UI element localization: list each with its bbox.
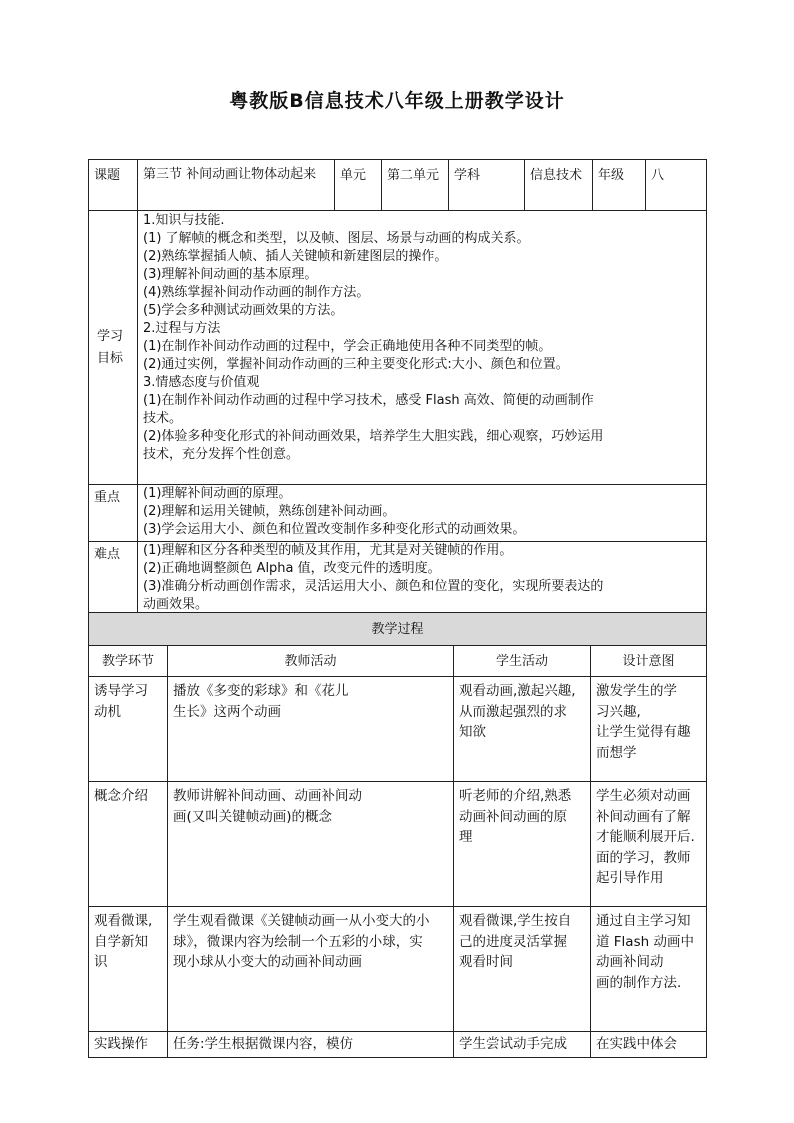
key-points-label: 重点 xyxy=(89,485,138,542)
stage-cell xyxy=(89,782,168,907)
key-point-line: (1)理解补间动画的原理。 xyxy=(143,486,292,501)
objective-line: (1)在制作补间动作动画的过程中，学会正确地使用各种不同类型的帧。 xyxy=(143,339,552,354)
difficulties-content xyxy=(138,542,707,617)
teacher-line: 球》，微课内容为绘制一个五彩的小球，实 xyxy=(173,933,423,950)
teacher-line: 播放《多变的彩球》和《花儿 xyxy=(173,683,349,699)
unit-label: 单元 xyxy=(335,160,382,211)
section-title-row xyxy=(89,613,707,646)
intent-line: 激发学生的学 xyxy=(596,683,677,699)
student-cell xyxy=(454,677,591,782)
column-header: 学生活动 xyxy=(454,646,591,677)
teacher-cell xyxy=(168,782,454,907)
stage-cell xyxy=(89,1032,168,1058)
difficulty-line: (2)正确地调整颜色 Alpha 值，改变元件的透明度。 xyxy=(143,561,441,576)
intent-line: 在实践中体会 xyxy=(596,1036,677,1052)
section-title: 教学过程 xyxy=(89,613,707,646)
intent-cell xyxy=(591,677,707,782)
key-points-row xyxy=(89,485,707,542)
stage-cell xyxy=(89,677,168,782)
process-row xyxy=(89,907,707,1032)
lesson-info-table xyxy=(88,159,707,617)
student-cell xyxy=(454,782,591,907)
objective-line: 2.过程与方法 xyxy=(143,321,221,336)
student-line: 动画补间动画的原 xyxy=(459,808,567,825)
difficulties-row xyxy=(89,542,707,617)
objective-line: 3.情感态度与价值观 xyxy=(143,375,260,390)
subject-value: 信息技术 xyxy=(525,160,593,211)
stage-line: 观看微课, xyxy=(94,913,153,929)
intent-line: 通过自主学习知 xyxy=(596,913,691,929)
student-line: 听老师的介绍,熟悉 xyxy=(459,788,572,804)
student-cell xyxy=(454,907,591,1032)
student-line: 学生尝试动手完成 xyxy=(459,1036,567,1052)
stage-line: 诱导学习 xyxy=(94,683,148,699)
document-title: 粤教版B信息技术八年级上册教学设计 xyxy=(229,90,565,112)
objective-line: (1) 了解帧的概念和类型，以及帧、图层、场景与动画的构成关系。 xyxy=(143,231,530,246)
column-header: 教师活动 xyxy=(168,646,454,677)
student-line: 从而激起强烈的求 xyxy=(459,703,567,720)
intent-cell xyxy=(591,1032,707,1058)
key-points-content xyxy=(138,485,707,542)
stage-line: 自学新知 xyxy=(94,933,148,950)
process-row xyxy=(89,1032,707,1058)
teacher-line: 教师讲解补间动画、动画补间动 xyxy=(173,788,362,804)
objective-line: 技术。 xyxy=(143,411,183,426)
teacher-line: 生长》这两个动画 xyxy=(173,703,281,720)
intent-cell xyxy=(591,907,707,1032)
difficulty-line: 动画效果。 xyxy=(143,597,209,612)
student-line: 理 xyxy=(459,829,473,845)
header-row xyxy=(89,160,707,211)
teacher-line: 画(又叫关键帧动画)的概念 xyxy=(173,808,333,825)
subject-label: 学科 xyxy=(449,160,525,211)
process-row xyxy=(89,782,707,907)
intent-line: 让学生觉得有趣 xyxy=(596,724,691,740)
intent-line: 道 Flash 动画中 xyxy=(596,933,694,950)
teacher-line: 任务:学生根据微课内容，模仿 xyxy=(173,1036,354,1052)
column-header: 设计意图 xyxy=(591,646,707,677)
teacher-cell xyxy=(168,907,454,1032)
stage-line: 动机 xyxy=(94,703,121,720)
teacher-cell xyxy=(168,677,454,782)
intent-line: 补间动画有了解 xyxy=(596,808,691,825)
student-line: 观看动画,激起兴趣, xyxy=(459,683,576,699)
intent-line: 才能顺利展开后. xyxy=(596,829,695,845)
intent-line: 面的学习，教师 xyxy=(596,849,691,866)
student-cell xyxy=(454,1032,591,1058)
intent-line: 起引导作用 xyxy=(596,870,664,886)
objectives-label-text: 学习目标 xyxy=(96,329,123,366)
objective-line: (2)体验多种变化形式的补间动画效果，培养学生大胆实践，细心观察，巧妙运用 xyxy=(143,429,604,444)
unit-value: 第二单元 xyxy=(382,160,449,211)
stage-line: 实践操作 xyxy=(94,1036,148,1052)
objective-line: (4)熟练掌握补间动作动画的制作方法。 xyxy=(143,285,370,300)
objective-line: (2)熟练掌握插人帧、插人关键帧和新建图层的操作。 xyxy=(143,249,448,264)
objectives-label xyxy=(89,211,138,485)
intent-line: 学生必须对动画 xyxy=(596,788,691,804)
objectives-content xyxy=(138,211,707,485)
student-line: 己的进度灵活掌握 xyxy=(459,933,567,950)
teaching-process-table xyxy=(88,612,707,1058)
objective-line: 1.知识与技能. xyxy=(143,213,225,228)
student-line: 知欲 xyxy=(459,724,486,740)
difficulties-label: 难点 xyxy=(89,542,138,617)
course-value: 第三节 补间动画让物体动起来 xyxy=(138,160,335,211)
key-point-line: (3)学会运用大小、颜色和位置改变制作多种变化形式的动画效果。 xyxy=(143,522,526,537)
student-line: 观看微课,学生按自 xyxy=(459,913,572,929)
difficulty-line: (3)准确分析动画创作需求，灵活运用大小、颜色和位置的变化，实现所要表达的 xyxy=(143,579,604,594)
stage-cell xyxy=(89,907,168,1032)
column-header: 教学环节 xyxy=(89,646,168,677)
stage-line: 概念介绍 xyxy=(94,788,148,804)
column-header-row xyxy=(89,646,707,677)
intent-line: 而想学 xyxy=(596,744,637,761)
process-row xyxy=(89,677,707,782)
teacher-cell xyxy=(168,1032,454,1058)
objective-line: (3)理解补间动画的基本原理。 xyxy=(143,267,318,282)
difficulty-line: (1)理解和区分各种类型的帧及其作用，尤其是对关键帧的作用。 xyxy=(143,543,513,558)
teacher-line: 现小球从小变大的动画补间动画 xyxy=(173,954,362,970)
intent-line: 动画补间动 xyxy=(596,954,664,970)
objective-line: 技术，充分发挥个性创意。 xyxy=(143,447,300,462)
objectives-row xyxy=(89,211,707,485)
objective-line: (5)学会多种测试动画效果的方法。 xyxy=(143,303,344,318)
stage-line: 识 xyxy=(94,954,108,970)
intent-line: 习兴趣, xyxy=(596,703,641,720)
teacher-line: 学生观看微课《关键帧动画一从小变大的小 xyxy=(173,913,430,929)
intent-line: 画的制作方法. xyxy=(596,974,682,991)
objective-line: (2)通过实例，掌握补间动作动画的三种主要变化形式:大小、颜色和位置。 xyxy=(143,357,569,372)
intent-cell xyxy=(591,782,707,907)
grade-label: 年级 xyxy=(593,160,646,211)
objective-line: (1)在制作补间动作动画的过程中学习技术，感受 Flash 高效、简便的动画制作 xyxy=(143,393,594,408)
course-label: 课题 xyxy=(89,160,138,211)
grade-value: 八 xyxy=(646,160,707,211)
student-line: 观看时间 xyxy=(459,954,513,970)
key-point-line: (2)理解和运用关键帧，熟练创建补间动画。 xyxy=(143,504,396,519)
